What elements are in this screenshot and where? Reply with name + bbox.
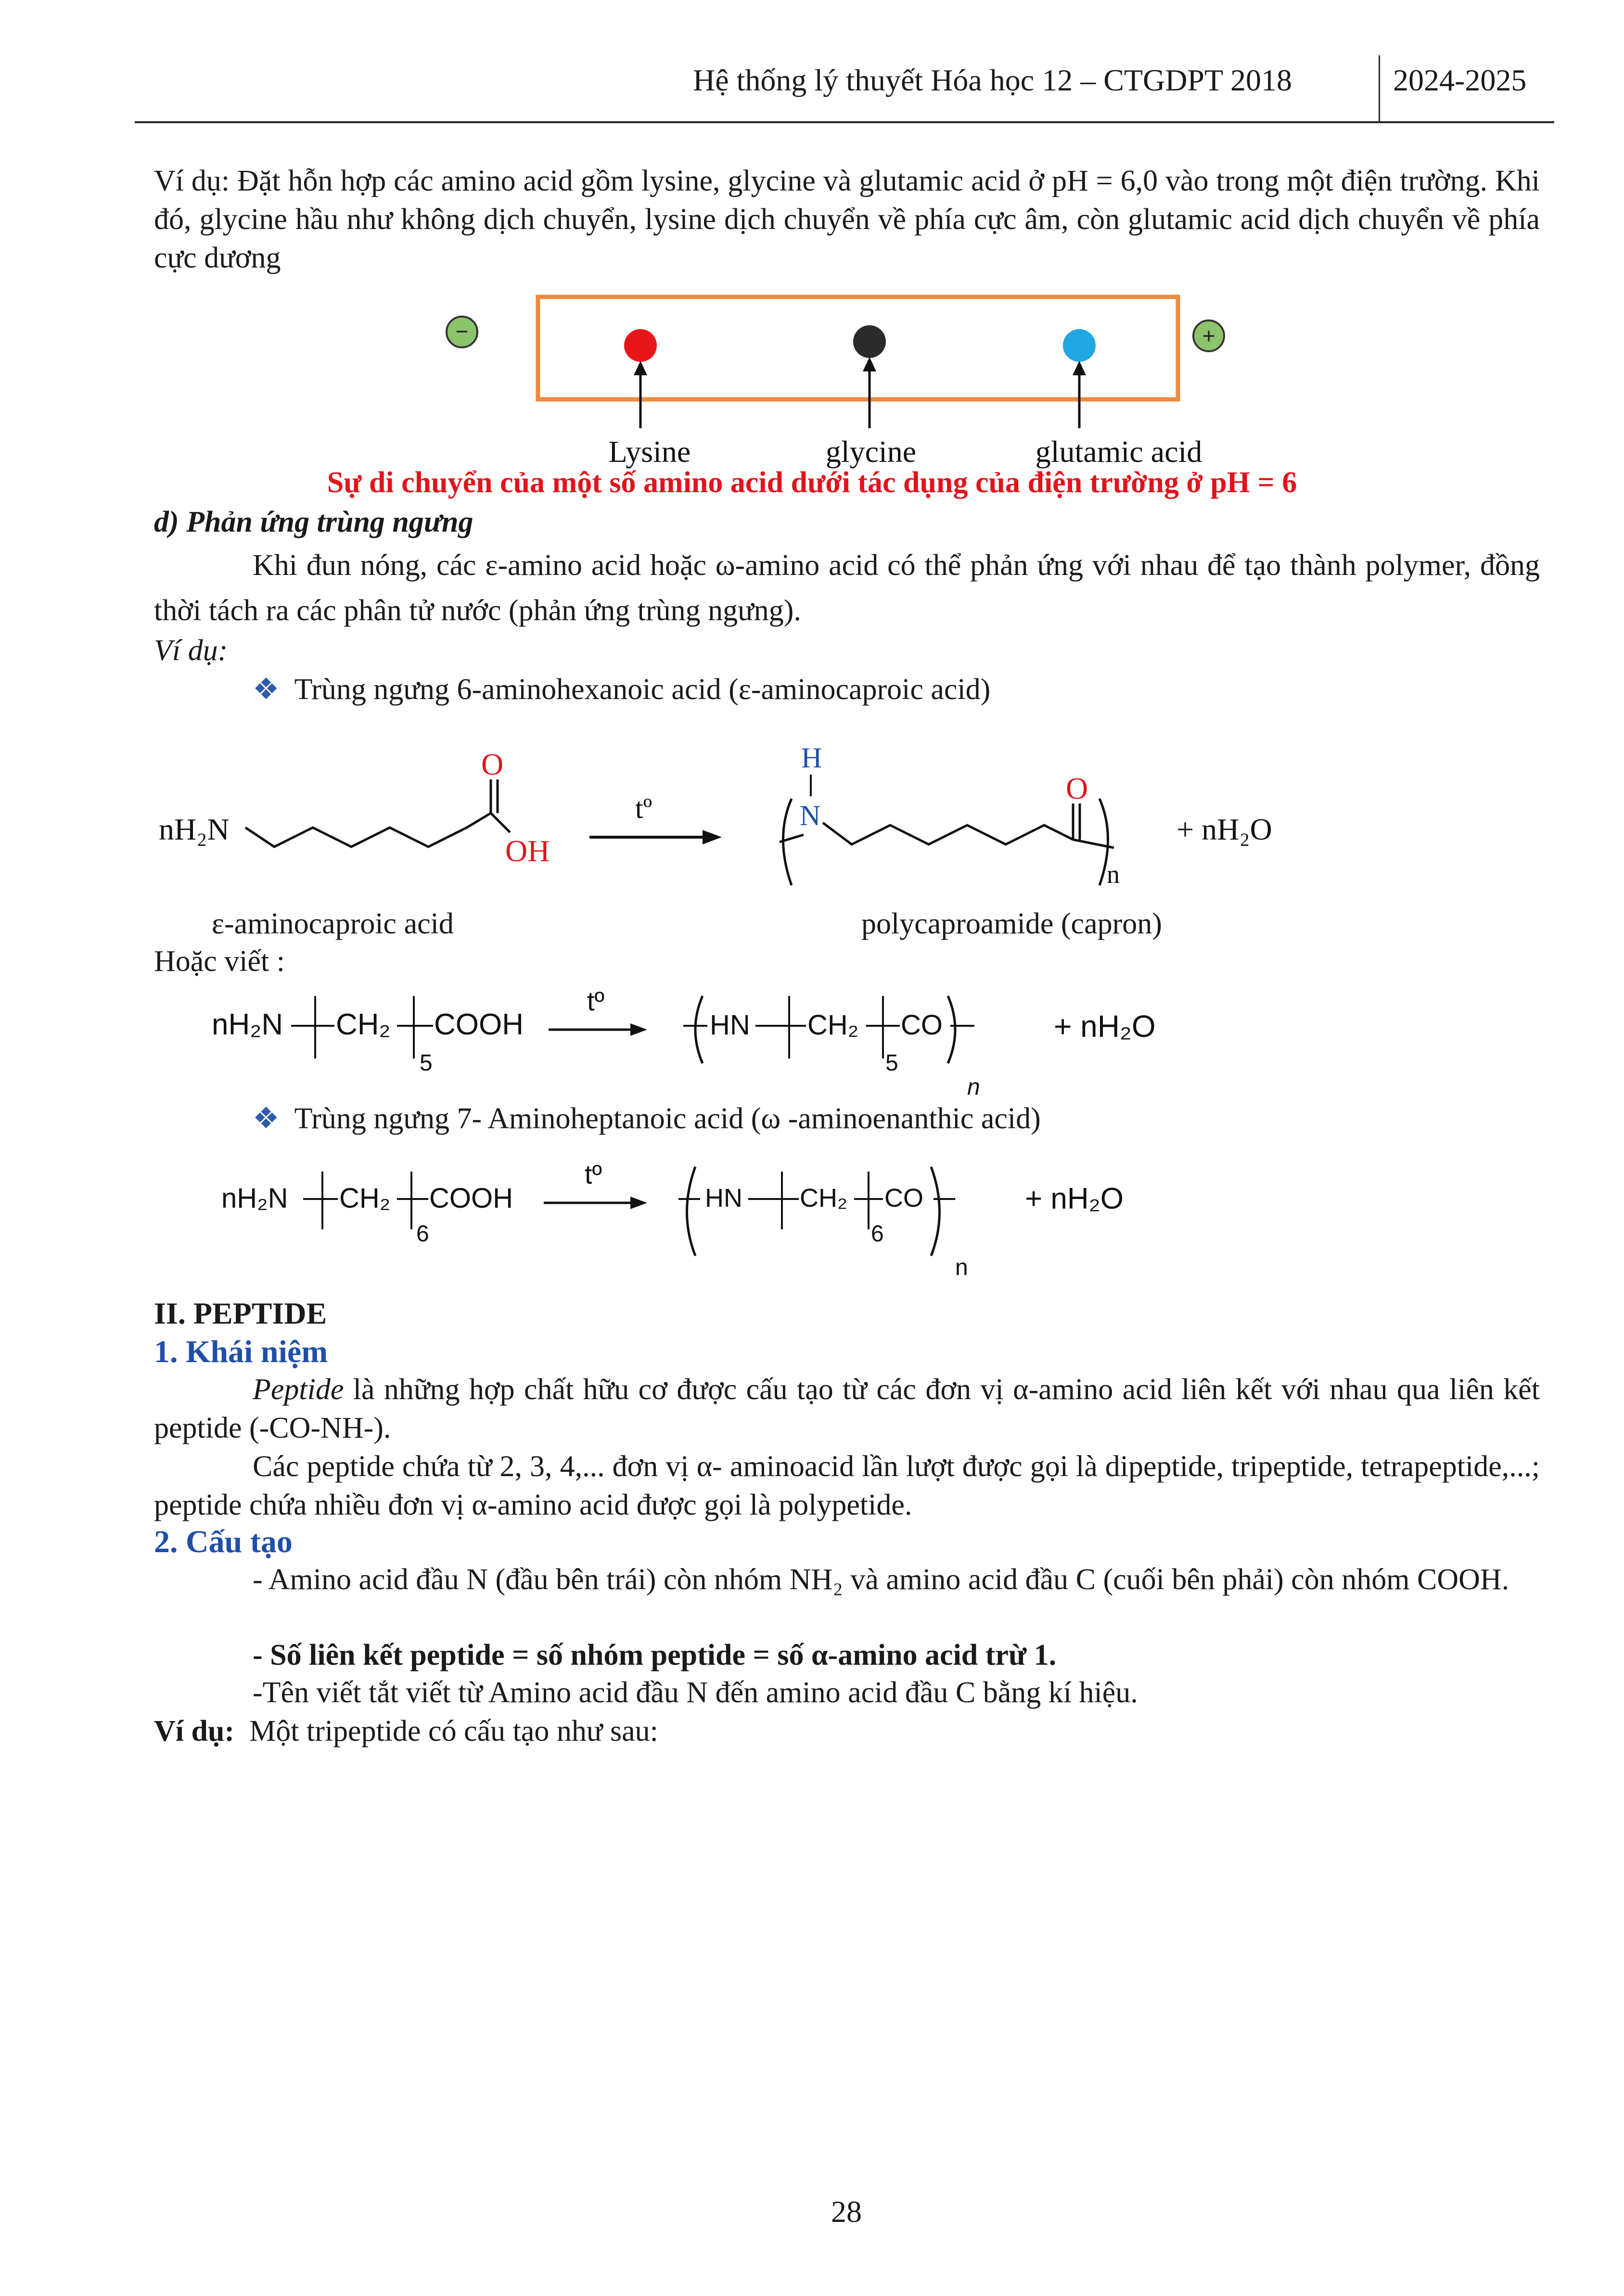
reaction-3-condition: tº	[585, 1159, 602, 1189]
pointer-arrows	[634, 357, 1086, 428]
reaction-1-diagram	[144, 741, 1347, 900]
glycine-label: glycine	[825, 434, 917, 469]
product-h-atom: H	[801, 742, 822, 774]
reaction-2-co: CO	[901, 1009, 943, 1041]
reaction-3-unit: CH₂	[339, 1183, 391, 1214]
condensation-example-label: Ví dụ:	[154, 634, 228, 667]
reaction-1-condition: tº	[635, 792, 652, 824]
intro-example-paragraph: Ví dụ: Đặt hỗn hợp các amino acid gồm lysine, glycine và glutamic acid ở pH = 6,0 vào trong một điện trường. Khi đó, glycine hầu như không dịch chuyển, lysine dịch chuyển về phía cực âm, còn glutamic acid dịch chuyển về phía cực dương	[154, 165, 1540, 274]
peptide-section-title: II. PEPTIDE	[154, 1296, 327, 1330]
concept-paragraph-2: Các peptide chứa từ 2, 3, 4,... đơn vị α- aminoacid lần lượt được gọi là dipeptide, tripeptide, tetrapeptide,...; peptide chứa nhiều đơn vị α-amino acid được gọi là polypetide.	[154, 1450, 1540, 1521]
reaction-2-condition: tº	[587, 986, 605, 1016]
glycine-dot	[853, 325, 886, 358]
electrophoresis-caption: Sự di chuyển của một số amino acid dưới tác dụng của điện trường ở pH = 6	[327, 466, 1297, 499]
reactant-chain	[245, 813, 491, 847]
structure-paragraph-3: -Tên viết tắt viết từ Amino acid đầu N đến amino acid đầu C bằng kí hiệu.	[253, 1676, 1138, 1709]
structure-heading: 2. Cấu tạo	[154, 1524, 293, 1559]
reaction-2-diagram	[207, 977, 1217, 1102]
reaction-2-left: nH₂N	[212, 1008, 283, 1041]
product-carbonyl-o: O	[1066, 771, 1088, 805]
reaction-3-subscript: 6	[416, 1221, 429, 1247]
lysine-dot	[624, 329, 657, 362]
reactant-hydroxyl: OH	[505, 834, 550, 868]
reactant-name: ε-aminocaproic acid	[212, 907, 454, 940]
reaction-2-subscript: 5	[420, 1050, 433, 1076]
product-n-subscript: n	[1107, 860, 1120, 889]
reaction-2-n: n	[967, 1074, 980, 1100]
product-chain	[823, 823, 1073, 844]
reaction-3-hn: HN	[705, 1184, 742, 1212]
or-write-label: Hoặc viết :	[154, 945, 285, 978]
reaction-3-n: n	[955, 1255, 968, 1280]
concept-paragraph-1	[154, 1370, 1540, 1447]
reactant-carbonyl-o: O	[481, 747, 504, 781]
header-year: 2024-2025	[1393, 63, 1527, 97]
bullet-1-text: Trùng ngưng 6-aminohexanoic acid (ε-aminocaproic acid)	[294, 673, 991, 706]
concept-rest: là những hợp chất hữu cơ được cấu tạo từ các đơn vị α-amino acid liên kết với nhau qua liên kết peptide (-CO-NH-).	[154, 1373, 1540, 1444]
bullet-1	[253, 670, 990, 709]
reaction-1-water: + nH₂O	[1176, 812, 1272, 846]
concept-heading: 1. Khái niệm	[154, 1334, 328, 1369]
bullet-2-text: Trùng ngưng 7- Aminoheptanoic acid (ω -aminoenanthic acid)	[294, 1102, 1041, 1135]
reaction-2-product-unit: CH₂	[807, 1009, 859, 1041]
bullet-diamond-icon: ❖	[253, 1102, 280, 1135]
product-bracket-left	[783, 799, 792, 885]
reaction-3-product-subscript: 6	[871, 1221, 884, 1247]
reaction-2-cooh: COOH	[434, 1008, 524, 1041]
structure-paragraph-2: - Số liên kết peptide = số nhóm peptide = số α-amino acid trừ 1.	[253, 1639, 1057, 1671]
page-number: 28	[831, 2194, 862, 2229]
glutamic-acid-label: glutamic acid	[1035, 434, 1202, 469]
tripeptide-example-label: Ví dụ:	[154, 1715, 235, 1748]
condensation-heading: d) Phản ứng trùng ngưng	[154, 506, 473, 538]
header-rule	[135, 121, 1554, 123]
structure-paragraph-1: - Amino acid đầu N (đầu bên trái) còn nhóm NH₂ và amino acid đầu C (cuối bên phải) còn nhóm COOH.	[253, 1563, 1509, 1596]
reaction-3-diagram	[207, 1150, 1169, 1289]
tripeptide-example	[154, 1712, 658, 1750]
reaction-3-co: CO	[884, 1184, 923, 1212]
glutamic-acid-dot	[1063, 329, 1096, 362]
bullet-diamond-icon: ❖	[253, 673, 280, 706]
product-name: polycaproamide (capron)	[861, 907, 1162, 940]
reaction-3-water: + nH₂O	[1025, 1182, 1124, 1215]
reaction-2-hn: HN	[710, 1009, 750, 1041]
electrophoresis-diagram	[433, 284, 1251, 472]
positive-sign: +	[1202, 323, 1215, 349]
header-divider	[1379, 55, 1380, 123]
negative-sign: −	[455, 319, 469, 344]
reaction-3-product-unit: CH₂	[800, 1184, 847, 1212]
condensation-paragraph: Khi đun nóng, các ε-amino acid hoặc ω-amino acid có thể phản ứng với nhau để tạo thành polymer, đồng thời tách ra các phân tử nước (phản ứng trùng ngưng).	[154, 549, 1540, 627]
reaction-3-left: nH₂N	[221, 1183, 288, 1214]
reaction-3-cooh: COOH	[429, 1183, 513, 1214]
reaction-2-unit: CH₂	[336, 1008, 391, 1041]
header-title: Hệ thống lý thuyết Hóa học 12 – CTGDPT 2018	[693, 63, 1292, 97]
reaction-2-product-subscript: 5	[885, 1050, 898, 1076]
reaction-2-water: + nH₂O	[1054, 1009, 1156, 1044]
reactant-amine: nH₂N	[159, 812, 230, 846]
bullet-2	[253, 1099, 1041, 1138]
concept-term: Peptide	[253, 1373, 344, 1406]
lysine-label: Lysine	[608, 434, 691, 469]
product-n-atom: N	[800, 800, 821, 831]
tripeptide-example-text: Một tripeptide có cấu tạo như sau:	[249, 1715, 658, 1748]
